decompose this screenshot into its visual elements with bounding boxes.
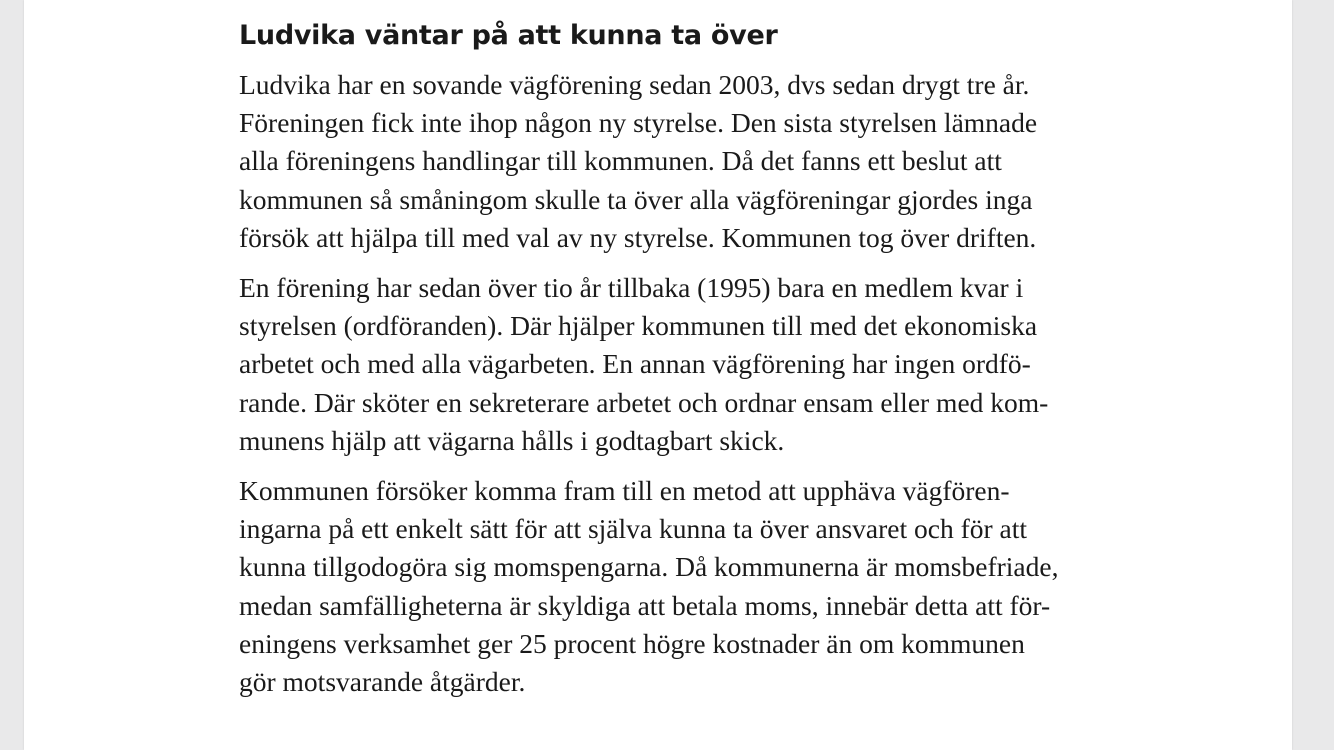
document-content — [239, 16, 1229, 713]
paragraph-line: Föreningen fick inte ihop någon ny styrelse. Den sista styrelsen lämnade — [239, 107, 1038, 139]
paragraph-line: Ludvika har en sovande vägförening sedan 2003, dvs sedan drygt tre år. — [239, 69, 1030, 100]
paragraph-line: ingarna på ett enkelt sätt för att själva kunna ta över ansvaret och för att — [239, 513, 1028, 545]
paragraph-line: alla föreningens handlingar till kommunen. Då det fanns ett beslut att — [239, 145, 1002, 177]
document-page — [24, 0, 1292, 750]
paragraph-line: En förening har sedan över tio år tillbaka (1995) bara en medlem kvar i — [239, 272, 1024, 304]
paragraph-line: gör motsvarande åtgärder. — [239, 666, 526, 698]
paragraph-1 — [239, 66, 1229, 257]
paragraph-line: försök att hjälpa till med val av ny styrelse. Kommunen tog över driften. — [239, 221, 1037, 253]
paragraph-line: Kommunen försöker komma fram till en metod att upphäva vägfören- — [239, 475, 1010, 507]
paragraph-line: medan samfälligheterna är skyldiga att betala moms, innebär detta att för- — [239, 589, 1051, 621]
paragraph-3 — [239, 472, 1229, 701]
paragraph-line: arbetet och med alla vägarbeten. En annan vägförening har ingen ordfö- — [239, 348, 1031, 380]
paragraph-line: rande. Där sköter en sekreterare arbetet och ordnar ensam eller med kom- — [239, 386, 1049, 418]
paragraph-line: munens hjälp att vägarna hålls i godtagbart skick. — [239, 424, 785, 456]
paragraph-line: eningens verksamhet ger 25 procent högre kostnader än om kommunen — [239, 627, 1025, 659]
paragraph-2 — [239, 269, 1229, 460]
section-heading: Ludvika väntar på att kunna ta över — [239, 20, 778, 51]
paragraph-line: kunna tillgodogöra sig momspengarna. Då kommunerna är momsbefriade, — [239, 551, 1059, 583]
paragraph-line: kommunen så småningom skulle ta över alla vägföreningar gjordes inga — [239, 183, 1033, 215]
paragraph-line: styrelsen (ordföranden). Där hjälper kommunen till med det ekonomiska — [239, 310, 1038, 342]
